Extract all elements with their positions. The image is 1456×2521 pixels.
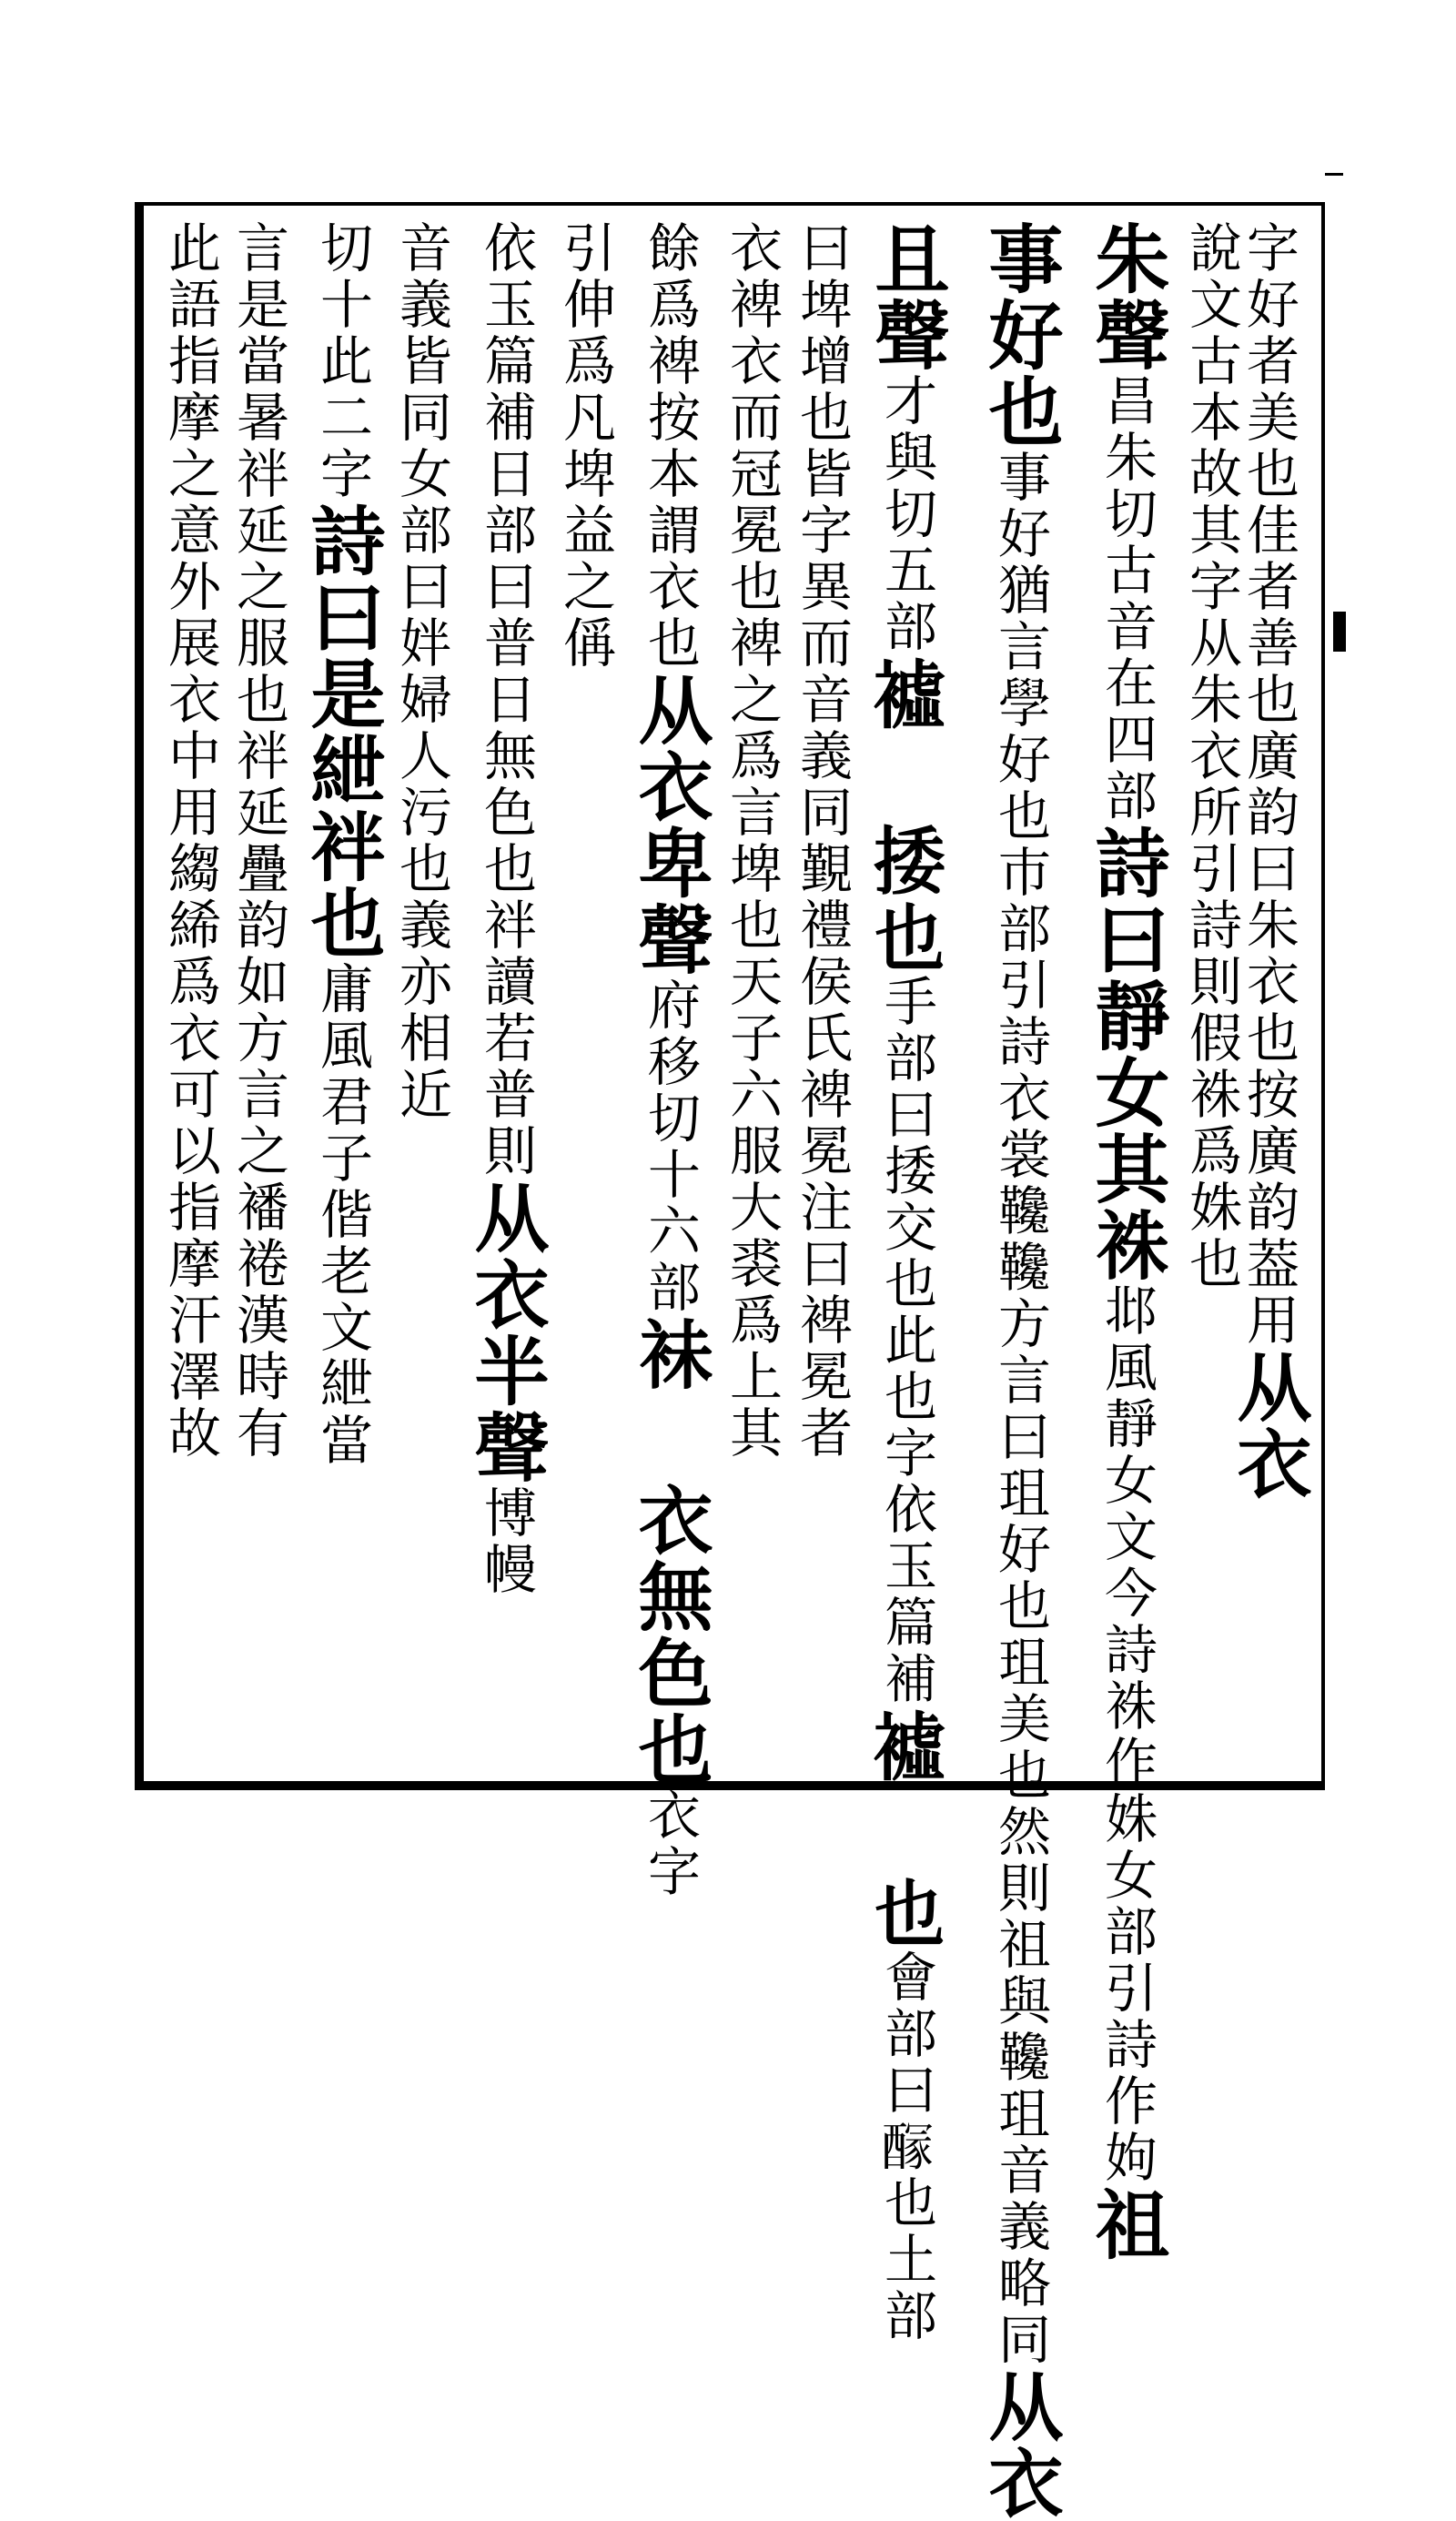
text-column-11: 音義皆同女部曰姅婦人污也義亦相近: [390, 220, 452, 1123]
margin-fish-tail-mark: [1333, 612, 1346, 652]
text-column-1: 字好者美也佳者善也廣韵曰朱衣也按廣韵葢用从衣: [1225, 220, 1312, 1502]
text-column-8: 餘爲裨按本謂衣也从衣卑聲府移切十六部𧙕 衣無色也衣字: [626, 220, 713, 1900]
text-column-14: 言是當暑袢延之服也袢延疊韵如方言之襎裷漢時有: [228, 220, 289, 1462]
text-column-5: 且聲才與切五部𧝔 捼也手部曰捼交也此也字依玉篇補𧝔 也會部曰𨢊也土部: [863, 220, 950, 2344]
text-column-10: 依玉篇補日部曰普日無色也袢讀若普則从衣半聲博幔: [462, 220, 550, 1598]
text-column-12: 切十此二字詩曰是紲袢也庸風君子偕老文紲當: [298, 220, 386, 1469]
text-column-15: 此語指摩之意外展衣中用縐絺爲衣可以指摩汗澤故: [159, 220, 221, 1462]
text-column-7: 衣裨衣而冠冕也裨之爲言埤也天子六服大裘爲上其: [721, 220, 783, 1462]
top-edge-mark: [1325, 173, 1343, 176]
text-column-9: 引伸爲凡埤益之偁: [554, 220, 616, 672]
text-column-4: 事好也事好猶言學好也巿部引詩衣裳䪌䪌方言曰珇好也珇美也然則祖與䪌珇音義略同从衣: [976, 220, 1064, 2521]
text-column-6: 曰埤增也皆字異而音義同覲禮侯氏裨冕注曰裨冕者: [791, 220, 853, 1462]
text-column-2: 說文古本故其字从朱衣所引詩則假袾爲姝也: [1180, 220, 1242, 1292]
text-column-3: 朱聲昌朱切古音在四部詩曰靜女其袾邶風靜女文今詩袾作姝女部引詩作姁祖: [1083, 220, 1170, 2263]
